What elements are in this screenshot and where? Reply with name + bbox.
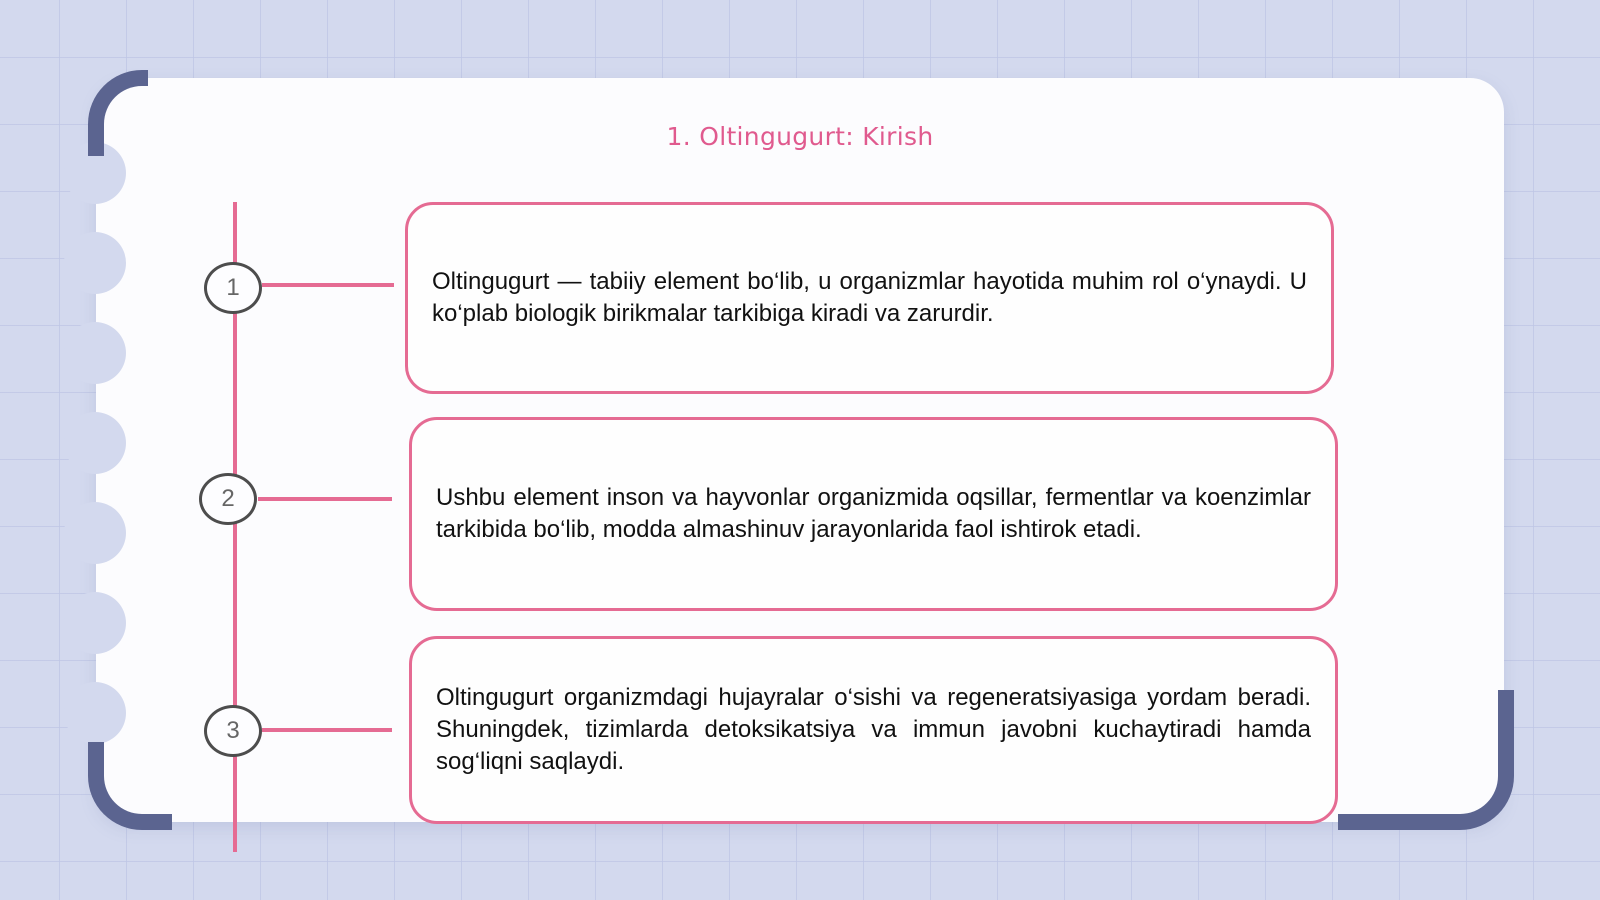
binder-hole [64,412,126,474]
card-text: Oltingugurt — tabiiy element bo‘lib, u organizmlar hayotida muhim rol o‘ynaydi. U ko‘plab biologik birikmalar tarkibiga kiradi va zarurdir. [432,268,1307,327]
timeline-connector [258,497,392,501]
binder-hole [64,502,126,564]
step-number: 3 [226,717,240,744]
card-text: Oltingugurt organizmdagi hujayralar o‘sishi va regeneratsiyasiga yordam beradi. Shuningdek, tizimlarda detoksikatsiya va immun javobni kuchaytiradi hamda sog‘liqni saqlaydi. [436,684,1311,775]
content-card [409,636,1338,824]
corner-bracket-bottom-right [1338,690,1514,830]
binder-hole [64,592,126,654]
content-card [409,417,1338,611]
binder-hole [64,232,126,294]
slide-title: 1. Oltingugurt: Kirish [666,122,934,151]
step-number-circle [204,262,262,314]
corner-bracket-bottom-left [88,742,172,830]
binder-hole [64,682,126,744]
timeline-connector [262,728,392,732]
timeline-connector [262,283,394,287]
step-number: 2 [221,485,235,512]
step-number-circle [199,473,257,525]
card-text: Ushbu element inson va hayvonlar organizmida oqsillar, fermentlar va koenzimlar tarkibida bo‘lib, modda almashinuv jarayonlarida faol ishtirok etadi. [436,484,1311,543]
content-card [405,202,1334,394]
binder-hole [64,322,126,384]
step-number-circle [204,705,262,757]
step-number: 1 [226,274,240,301]
